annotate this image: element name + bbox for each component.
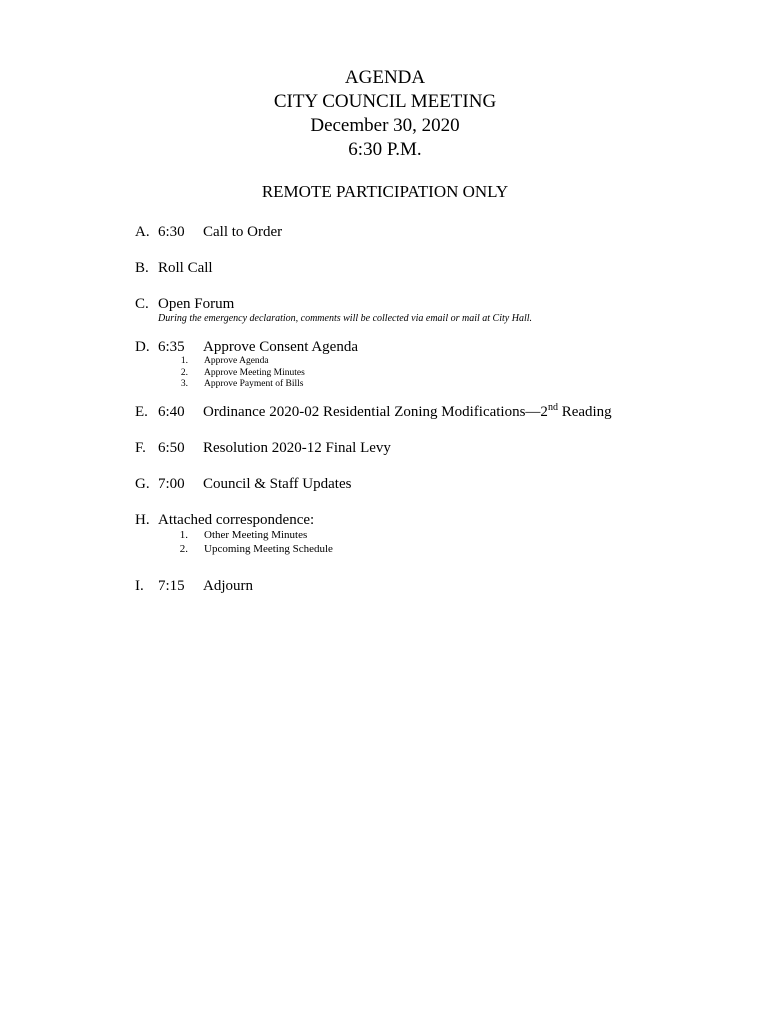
item-letter: G. [135, 476, 150, 492]
item-letter: C. [135, 296, 149, 312]
item-time: 7:00 [158, 476, 185, 492]
item-letter: B. [135, 260, 149, 276]
item-time: 6:30 [158, 224, 185, 240]
list-item-number: 2. [179, 543, 188, 555]
item-time: 6:40 [158, 404, 185, 420]
item-title-end: Reading [557, 404, 612, 420]
list-item-number: 3. [180, 379, 188, 389]
list-item-text: Approve Meeting Minutes [204, 367, 305, 378]
item-letter: D. [135, 339, 150, 355]
item-title [203, 403, 612, 421]
open-forum-note: During the emergency declaration, comments will be collected via email or mail at City Hall. [158, 313, 532, 324]
item-title: Adjourn [203, 578, 253, 594]
list-item-number: 2. [180, 367, 188, 378]
item-letter: E. [135, 404, 148, 420]
item-title: Open Forum [158, 296, 235, 312]
list-item-number: 1. [179, 529, 188, 541]
list-item-text: Upcoming Meeting Schedule [204, 543, 333, 555]
item-title: Roll Call [158, 260, 213, 276]
list-item-text: Approve Payment of Bills [204, 379, 304, 389]
item-title: Council & Staff Updates [203, 476, 352, 492]
item-letter: A. [135, 224, 150, 240]
item-title: Resolution 2020-12 Final Levy [203, 440, 391, 456]
header-date: December 30, 2020 [310, 115, 460, 136]
header-time: 6:30 P.M. [348, 139, 422, 160]
agenda-header [0, 66, 770, 162]
list-item-number: 1. [180, 356, 188, 366]
remote-participation-notice: REMOTE PARTICIPATION ONLY [261, 182, 509, 201]
item-time: 6:35 [158, 339, 185, 355]
item-letter: I. [135, 578, 144, 594]
list-item-text: Other Meeting Minutes [204, 529, 308, 541]
list-item-text: Approve Agenda [204, 356, 269, 366]
item-title: Attached correspondence: [158, 512, 315, 528]
item-title-main: Ordinance 2020-02 Residential Zoning Modifications—2 [203, 404, 548, 420]
item-letter: F. [135, 440, 146, 456]
header-meeting-name: CITY COUNCIL MEETING [273, 91, 497, 112]
item-time: 7:15 [158, 578, 185, 594]
ordinal-suffix: nd [547, 402, 558, 413]
header-title: AGENDA [344, 67, 426, 88]
item-title: Call to Order [203, 224, 283, 240]
item-letter: H. [135, 512, 150, 528]
item-time: 6:50 [158, 440, 185, 456]
item-title: Approve Consent Agenda [203, 339, 358, 355]
